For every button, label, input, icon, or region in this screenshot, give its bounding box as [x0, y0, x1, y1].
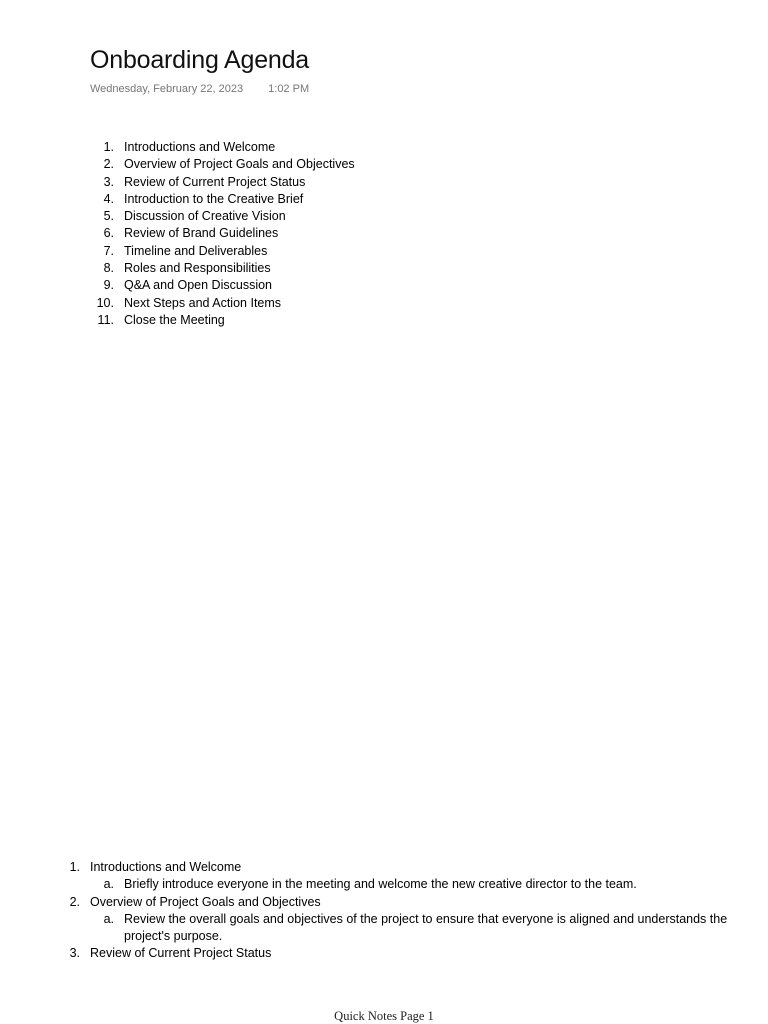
detail-item-text: Introductions and Welcome	[90, 860, 242, 874]
list-number: 7.	[103, 243, 114, 258]
agenda-item-text: Introductions and Welcome	[124, 140, 276, 154]
list-letter: a.	[103, 911, 114, 926]
list-number: 3.	[69, 946, 80, 961]
list-number: 6.	[103, 226, 114, 241]
agenda-item	[0, 156, 768, 173]
list-number: 10.	[96, 295, 114, 310]
agenda-item-text: Timeline and Deliverables	[124, 243, 268, 258]
detail-subitem-text: Briefly introduce everyone in the meeting and welcome the new creative director to the team.	[124, 877, 637, 892]
agenda-item	[0, 295, 768, 312]
detail-item-text: Overview of Project Goals and Objectives	[90, 894, 321, 909]
detail-subitem	[0, 876, 768, 893]
agenda-item	[0, 225, 768, 242]
agenda-list	[0, 139, 768, 329]
detail-item	[0, 894, 768, 911]
agenda-item	[0, 174, 768, 191]
detail-subitem-text: Review the overall goals and objectives of the project to ensure that everyone is aligned and understands the project's purpose.	[124, 911, 728, 944]
list-number: 9.	[103, 278, 114, 293]
list-number: 2.	[69, 894, 80, 909]
detail-subitem	[0, 911, 768, 946]
list-number: 1.	[69, 860, 80, 874]
list-number: 5.	[103, 209, 114, 224]
detail-item-text: Review of Current Project Status	[90, 946, 272, 961]
list-number: 8.	[103, 261, 114, 276]
note-date: Wednesday, February 22, 2023	[90, 83, 244, 95]
list-number: 1.	[103, 140, 114, 154]
agenda-item	[0, 191, 768, 208]
note-time: 1:02 PM	[268, 83, 310, 95]
agenda-item-text: Review of Current Project Status	[124, 174, 306, 189]
agenda-item-text: Close the Meeting	[124, 312, 225, 327]
agenda-item	[0, 260, 768, 277]
agenda-item	[0, 312, 768, 329]
agenda-item-text: Roles and Responsibilities	[124, 261, 271, 276]
detail-item	[0, 945, 768, 962]
agenda-details	[0, 859, 768, 963]
agenda-item	[0, 277, 768, 294]
note-meta	[90, 83, 309, 95]
agenda-item	[0, 208, 768, 225]
list-number: 3.	[103, 174, 114, 189]
agenda-item-text: Q&A and Open Discussion	[124, 278, 272, 293]
list-number: 11.	[97, 312, 114, 327]
page-footer: Quick Notes Page 1	[334, 1009, 434, 1023]
detail-item	[0, 859, 768, 876]
agenda-item-text: Overview of Project Goals and Objectives	[124, 157, 355, 172]
list-number: 2.	[103, 157, 114, 172]
list-number: 4.	[103, 191, 114, 206]
agenda-item	[0, 139, 768, 156]
agenda-item	[0, 243, 768, 260]
agenda-item-text: Next Steps and Action Items	[124, 295, 282, 310]
agenda-item-text: Review of Brand Guidelines	[124, 226, 279, 241]
list-letter: a.	[103, 877, 114, 892]
agenda-item-text: Introduction to the Creative Brief	[124, 191, 304, 206]
page-title: Onboarding Agenda	[90, 46, 310, 74]
agenda-item-text: Discussion of Creative Vision	[124, 209, 286, 224]
